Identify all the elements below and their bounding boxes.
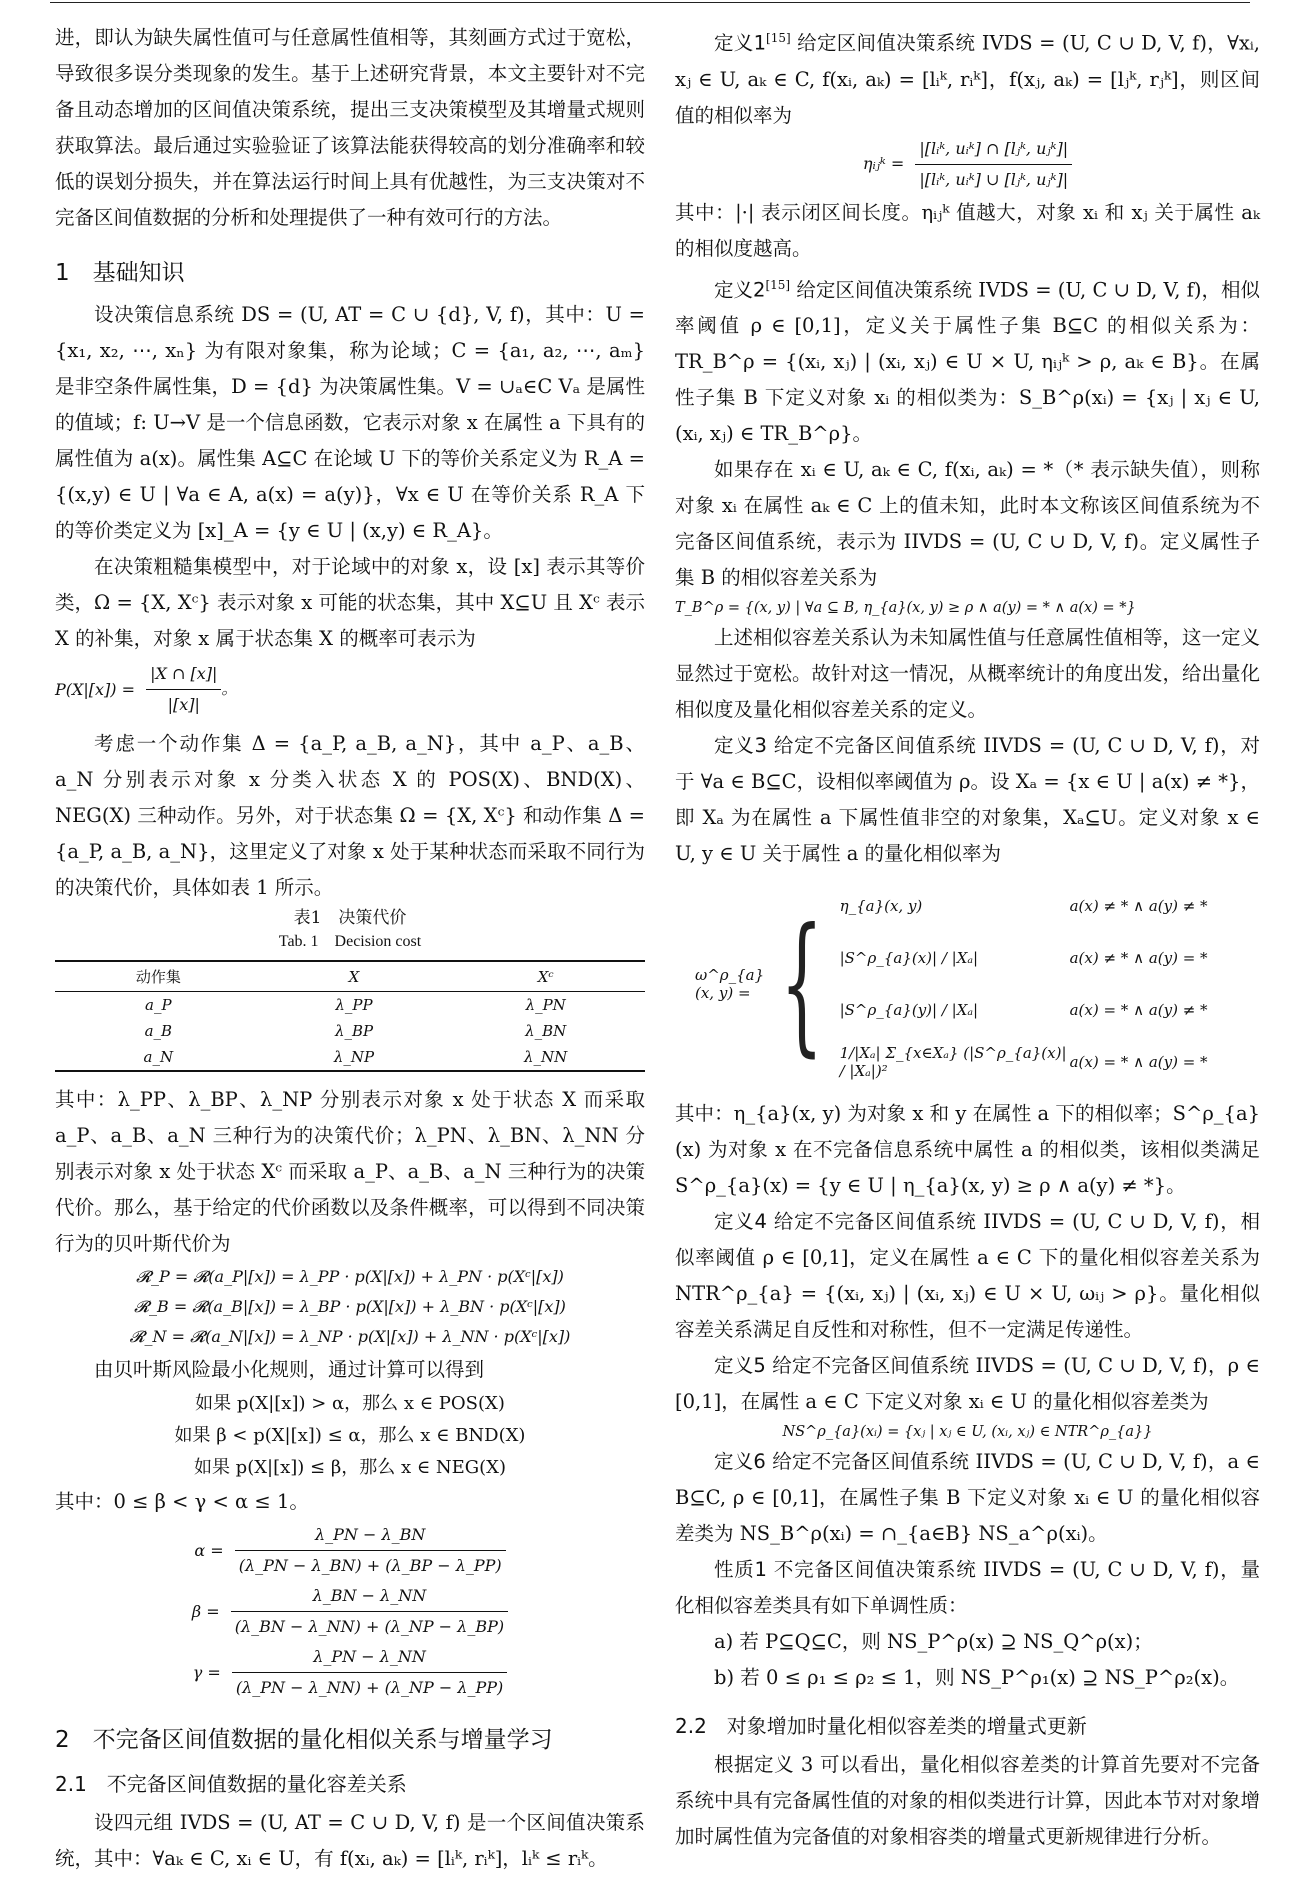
omega-piecewise-equation: ω^ρ_{a}(x, y) = { η_{a}(x, y) a(x) ≠ * ∧ a(y) ≠ * |S^ρ_{a}(x)| / |Xₐ| a(x) ≠ * ∧ a(y) = * |S^ρ_{a}(y)| / |Xₐ| a(x) = * ∧ a(y) ≠ * 1/|Xₐ| Σ_{x∈Xₐ} (|S^ρ_{a}(x)| / |Xₐ|)² a(x) = * ∧ a(y) = * <box>695 880 1260 1088</box>
section-1-heading: 1 基础知识 <box>55 260 185 286</box>
property-item: a) 若 P⊆Q⊆C，则 NS_P^ρ(x) ⊇ NS_Q^ρ(x)； <box>714 1630 1153 1653</box>
paragraph-loose-relation: 上述相似容差关系认为未知属性值与任意属性值相等，这一定义显然过于宽松。故针对这一情况，从概率统计的角度出发，给出量化相似度及量化相似容差关系的定义。 <box>675 626 1261 721</box>
paragraph-action-set: 考虑一个动作集 Δ = {a_P, a_B, a_N}，其中 a_P、a_B、a_N 分别表示对象 x 分类入状态 X 的 POS(X)、BND(X)、NEG(X) 三种动作。另外，对于状态集 Ω = {X, Xᶜ} 和动作集 Δ = {a_P, a_B, a_N}，这里定义了对象 x 处于某种状态而采取不同行为的决策代价，具体如表 1 所示。 <box>55 732 645 899</box>
tolerance-relation-equation: T_B^ρ = {(x, y) | ∀a ⊆ B, η_{a}(x, y) ≥ ρ ∧ a(y) = * ∧ a(x) = *} <box>675 600 1136 616</box>
piecewise-case: η_{a}(x, y) a(x) ≠ * ∧ a(y) ≠ * <box>839 897 1208 915</box>
property-label: 性质1 <box>714 1558 767 1581</box>
table-caption-cn: 表1 决策代价 <box>293 908 407 928</box>
section-2-2-heading: 2.2 对象增加时量化相似容差类的增量式更新 <box>675 1714 1087 1738</box>
left-column <box>55 20 645 1877</box>
definition-3: 定义3 给定不完备区间值系统 IIVDS = (U, C ∪ D, V, f)，对于 ∀a ∈ B⊆C，设相似率阈值为 ρ。设 Xₐ = {x ∈ U | a(x) ≠ *}，即 Xₐ 为在属性 a 下属性值非空的对象集，Xₐ⊆U。定义对象 x ∈ U, y ∈ U 关于属性 a 的量化相似率为 <box>675 734 1260 865</box>
definition-label: 定义1 <box>714 31 767 55</box>
property-item: b) 若 0 ≤ ρ₁ ≤ ρ₂ ≤ 1，则 NS_P^ρ₁(x) ⊇ NS_P^ρ₂(x)。 <box>714 1666 1240 1689</box>
header-rule <box>50 2 1250 3</box>
section-2-heading: 2 不完备区间值数据的量化相似关系与增量学习 <box>55 1727 553 1753</box>
paragraph-ivds-definition: 设四元组 IVDS = (U, AT = C ∪ D, V, f) 是一个区间值决策系统，其中：∀aₖ ∈ C, xᵢ ∈ U，有 f(xᵢ, aₖ) = [lᵢᵏ, rᵢᵏ]，lᵢᵏ ≤ rᵢᵏ。 <box>55 1811 645 1870</box>
paragraph-dtrs-model: 在决策粗糙集模型中，对于论域中的对象 x，设 [x] 表示其等价类，Ω = {X, Xᶜ} 表示对象 x 可能的状态集，其中 X⊆U 且 Xᶜ 表示 X 的补集，对象 x 属于状态集 X 的概率可表示为 <box>55 555 645 650</box>
risk-equation: 𝓡_P = 𝓡(a_P|[x]) = λ_PP · p(X|[x]) + λ_PN · p(Xᶜ|[x]) <box>136 1267 564 1286</box>
gamma-equation: γ = $\frac{\lambda\_PN - \lambda\_NN}{(\lambda\_PN - \lambda\_NN) + (\lambda\_NP - \lambda\_PP)}$ <box>55 1642 645 1703</box>
definition-label: 定义3 <box>714 734 767 757</box>
decision-rule: 如果 β < p(X|[x]) ≤ α，那么 x ∈ BND(X) <box>174 1425 526 1446</box>
piecewise-case: |S^ρ_{a}(x)| / |Xₐ| a(x) ≠ * ∧ a(y) = * <box>839 949 1208 967</box>
decision-rule: 如果 p(X|[x]) ≤ β，那么 x ∈ NEG(X) <box>193 1457 507 1478</box>
tolerance-class-equation: NS^ρ_{a}(xᵢ) = {xⱼ | xⱼ ∈ U, (xᵢ, xⱼ) ∈ NTR^ρ_{a}} <box>782 1424 1153 1440</box>
piecewise-case: |S^ρ_{a}(y)| / |Xₐ| a(x) = * ∧ a(y) ≠ * <box>839 1001 1208 1019</box>
piecewise-case: 1/|Xₐ| Σ_{x∈Xₐ} (|S^ρ_{a}(x)| / |Xₐ|)² a(x) = * ∧ a(y) = * <box>839 1044 1208 1080</box>
definition-6: 定义6 给定不完备区间值系统 IIVDS = (U, C ∪ D, V, f)，a ∈ B⊆C, ρ ∈ [0,1]，在属性子集 B 下定义对象 xᵢ ∈ U 的量化相似容差类为 NS_B^ρ(xᵢ) = ∩_{a∈B} NS_a^ρ(xᵢ)。 <box>675 1450 1260 1545</box>
paragraph-threshold-order: 其中：0 ≤ β < γ < α ≤ 1。 <box>55 1490 309 1513</box>
risk-equation: 𝓡_N = 𝓡(a_N|[x]) = λ_NP · p(X|[x]) + λ_NN · p(Xᶜ|[x]) <box>129 1327 571 1346</box>
prob-equation: P(X|[x]) = $\frac{|X \cap [x]|}{|[x]|}$ 。 <box>55 659 645 720</box>
table-row: a_P λ_PP λ_PN <box>145 996 566 1014</box>
definition-label: 定义6 <box>714 1450 766 1473</box>
prob-numerator: |X ∩ [x]| <box>146 659 221 690</box>
decision-rule: 如果 p(X|[x]) > α，那么 x ∈ POS(X) <box>195 1393 505 1414</box>
definition-5: 定义5 给定不完备区间值系统 IIVDS = (U, C ∪ D, V, f)，ρ ∈ [0,1]，在属性 a ∈ C 下定义对象 xᵢ ∈ U 的量化相似容差类为 <box>675 1354 1260 1413</box>
definition-4: 定义4 给定不完备区间值系统 IIVDS = (U, C ∪ D, V, f)，相似率阈值 ρ ∈ [0,1]，定义在属性 a ∈ C 下的量化相似容差关系为 NTR^ρ_{a} = {(xᵢ, xⱼ) | (xᵢ, xⱼ) ∈ U × U, ωᵢⱼ > ρ}。量化相似容差关系满足自反性和对称性，但不一定满足传递性。 <box>675 1210 1260 1341</box>
table-row: a_N λ_NP λ_NN <box>55 1044 645 1071</box>
right-column <box>675 20 1260 1855</box>
property-1: 性质1 不完备区间值决策系统 IIVDS = (U, C ∪ D, V, f)，量化相似容差类具有如下单调性质： <box>675 1558 1260 1617</box>
risk-equation: 𝓡_B = 𝓡(a_B|[x]) = λ_BP · p(X|[x]) + λ_BN · p(Xᶜ|[x]) <box>134 1297 566 1316</box>
paragraph-bayes-rule: 由贝叶斯风险最小化规则，通过计算可以得到 <box>94 1358 485 1381</box>
definition-label: 定义4 <box>714 1210 767 1233</box>
decision-cost-table <box>55 960 645 1072</box>
section-2-1-heading: 2.1 不完备区间值数据的量化容差关系 <box>55 1772 407 1796</box>
table-header: Xᶜ <box>446 961 645 992</box>
paragraph-incremental-update: 根据定义 3 可以看出，量化相似容差类的计算首先要对不完备系统中具有完备属性值的对象的相似类进行计算，因此本节对对象增加时属性值为完备值的对象相容类的增量式更新规律进行分析。 <box>675 1753 1261 1848</box>
alpha-equation: α = $\frac{\lambda\_PN - \lambda\_BN}{(\lambda\_PN - \lambda\_BN) + (\lambda\_BP - \lambda\_PP)}$ <box>55 1520 645 1581</box>
definition-label: 定义5 <box>714 1354 766 1377</box>
prob-denominator: |[x]| <box>167 695 200 714</box>
paragraph-cost-explanation: 其中：λ_PP、λ_BP、λ_NP 分别表示对象 x 处于状态 X 而采取 a_P、a_B、a_N 三种行为的决策代价；λ_PN、λ_BN、λ_NN 分别表示对象 x 处于状态 Xᶜ 而采取 a_P、a_B、a_N 三种行为的决策代价。那么，基于给定的代价函数以及条件概率，可以得到不同决策行为的贝叶斯代价为 <box>55 1088 645 1255</box>
beta-equation: β = $\frac{\lambda\_BN - \lambda\_NN}{(\lambda\_BN - \lambda\_NN) + (\lambda\_NP - \lambda\_BP)}$ <box>55 1581 645 1642</box>
paragraph-ds-definition: 设决策信息系统 DS = (U, AT = C ∪ {d}, V, f)，其中：U = {x₁, x₂, ⋯, xₙ} 为有限对象集，称为论域；C = {a₁, a₂, ⋯, aₘ} 是非空条件属性集，D = {d} 为决策属性集。V = ∪ₐ∈C Vₐ 是属性的值域；f: U→V 是一个信息函数，它表示对象 x 在属性 a 下具有的属性值为 a(x)。属性集 A⊆C 在论域 U 下的等价关系定义为 R_A = {(x,y) ∈ U | ∀a ∈ A, a(x) = a(y)}，∀x ∈ U 在等价关系 R_A 下的等价类定义为 [x]_A = {y ∈ U | (x,y) ∈ R_A}。 <box>55 303 645 542</box>
paragraph-omega-explanation: 其中：η_{a}(x, y) 为对象 x 和 y 在属性 a 下的相似率；S^ρ_{a}(x) 为对象 x 在不完备信息系统中属性 a 的相似类，该相似类满足 S^ρ_{a}(x) = {y ∈ U | η_{a}(x, y) ≥ ρ ∧ a(y) ≠ *}。 <box>675 1102 1260 1197</box>
definition-2: 定义2[15] 给定区间值决策系统 IVDS = (U, C ∪ D, V, f)，相似率阈值 ρ ∈ [0,1]，定义关于属性子集 B⊆C 的相似关系为：TR_B^ρ = {(xᵢ, xⱼ) | (xᵢ, xⱼ) ∈ U × U, ηᵢⱼᵏ > ρ, aₖ ∈ B}。在属性子集 B 下定义对象 xᵢ 的相似类为：S_B^ρ(xᵢ) = {xⱼ | xⱼ ∈ U, (xᵢ, xⱼ) ∈ TR_B^ρ}。 <box>675 277 1260 445</box>
table-header: 动作集 <box>55 961 262 992</box>
paragraph-missing-values: 如果存在 xᵢ ∈ U, aₖ ∈ C, f(xᵢ, aₖ) = *（* 表示缺失值），则称对象 xᵢ 在属性 aₖ ∈ C 上的值未知，此时本文称该区间值系统为不完备区间值系统，表示为 IIVDS = (U, C ∪ D, V, f)。定义属性子集 B 的相似容差关系为 <box>675 458 1260 589</box>
definition-label: 定义2 <box>714 278 766 301</box>
definition-1: 定义1[15] 给定区间值决策系统 IVDS = (U, C ∪ D, V, f)，∀xᵢ, xⱼ ∈ U, aₖ ∈ C, f(xᵢ, aₖ) = [lᵢᵏ, rᵢᵏ]，f(xⱼ, aₖ) = [lⱼᵏ, rⱼᵏ]，则区间值的相似率为 <box>675 31 1260 127</box>
paragraph-similarity-note: 其中：|·| 表示闭区间长度。ηᵢⱼᵏ 值越大，对象 xᵢ 和 xⱼ 关于属性 aₖ 的相似度越高。 <box>675 200 1260 260</box>
intro-paragraph: 进，即认为缺失属性值可与任意属性值相等，其刻画方式过于宽松，导致很多误分类现象的发生。基于上述研究背景，本文主要针对不完备且动态增加的区间值决策系统，提出三支决策模型及其增量式规则获取算法。最后通过实验验证了该算法能获得较高的划分准确率和较低的误划分损失，并在算法运行时间上具有优越性，为三支决策对不完备区间值数据的分析和处理提供了一种有效可行的方法。 <box>55 26 645 229</box>
similarity-rate-equation: ηᵢⱼᵏ = $\frac{\text{|[lᵢᵏ, uᵢᵏ] ∩ [lⱼᵏ, uⱼᵏ]|}}{\text{|[lᵢᵏ, uᵢᵏ] ∪ [lⱼᵏ, uⱼᵏ]|}}$ <box>675 134 1260 195</box>
citation: [15] <box>766 31 791 45</box>
table-header: X <box>262 961 447 992</box>
citation: [15] <box>765 277 791 292</box>
left-brace: { <box>780 897 824 1071</box>
table-row: a_B λ_BP λ_BN <box>144 1022 567 1040</box>
table-caption-en: Tab. 1 Decision cost <box>278 933 422 950</box>
